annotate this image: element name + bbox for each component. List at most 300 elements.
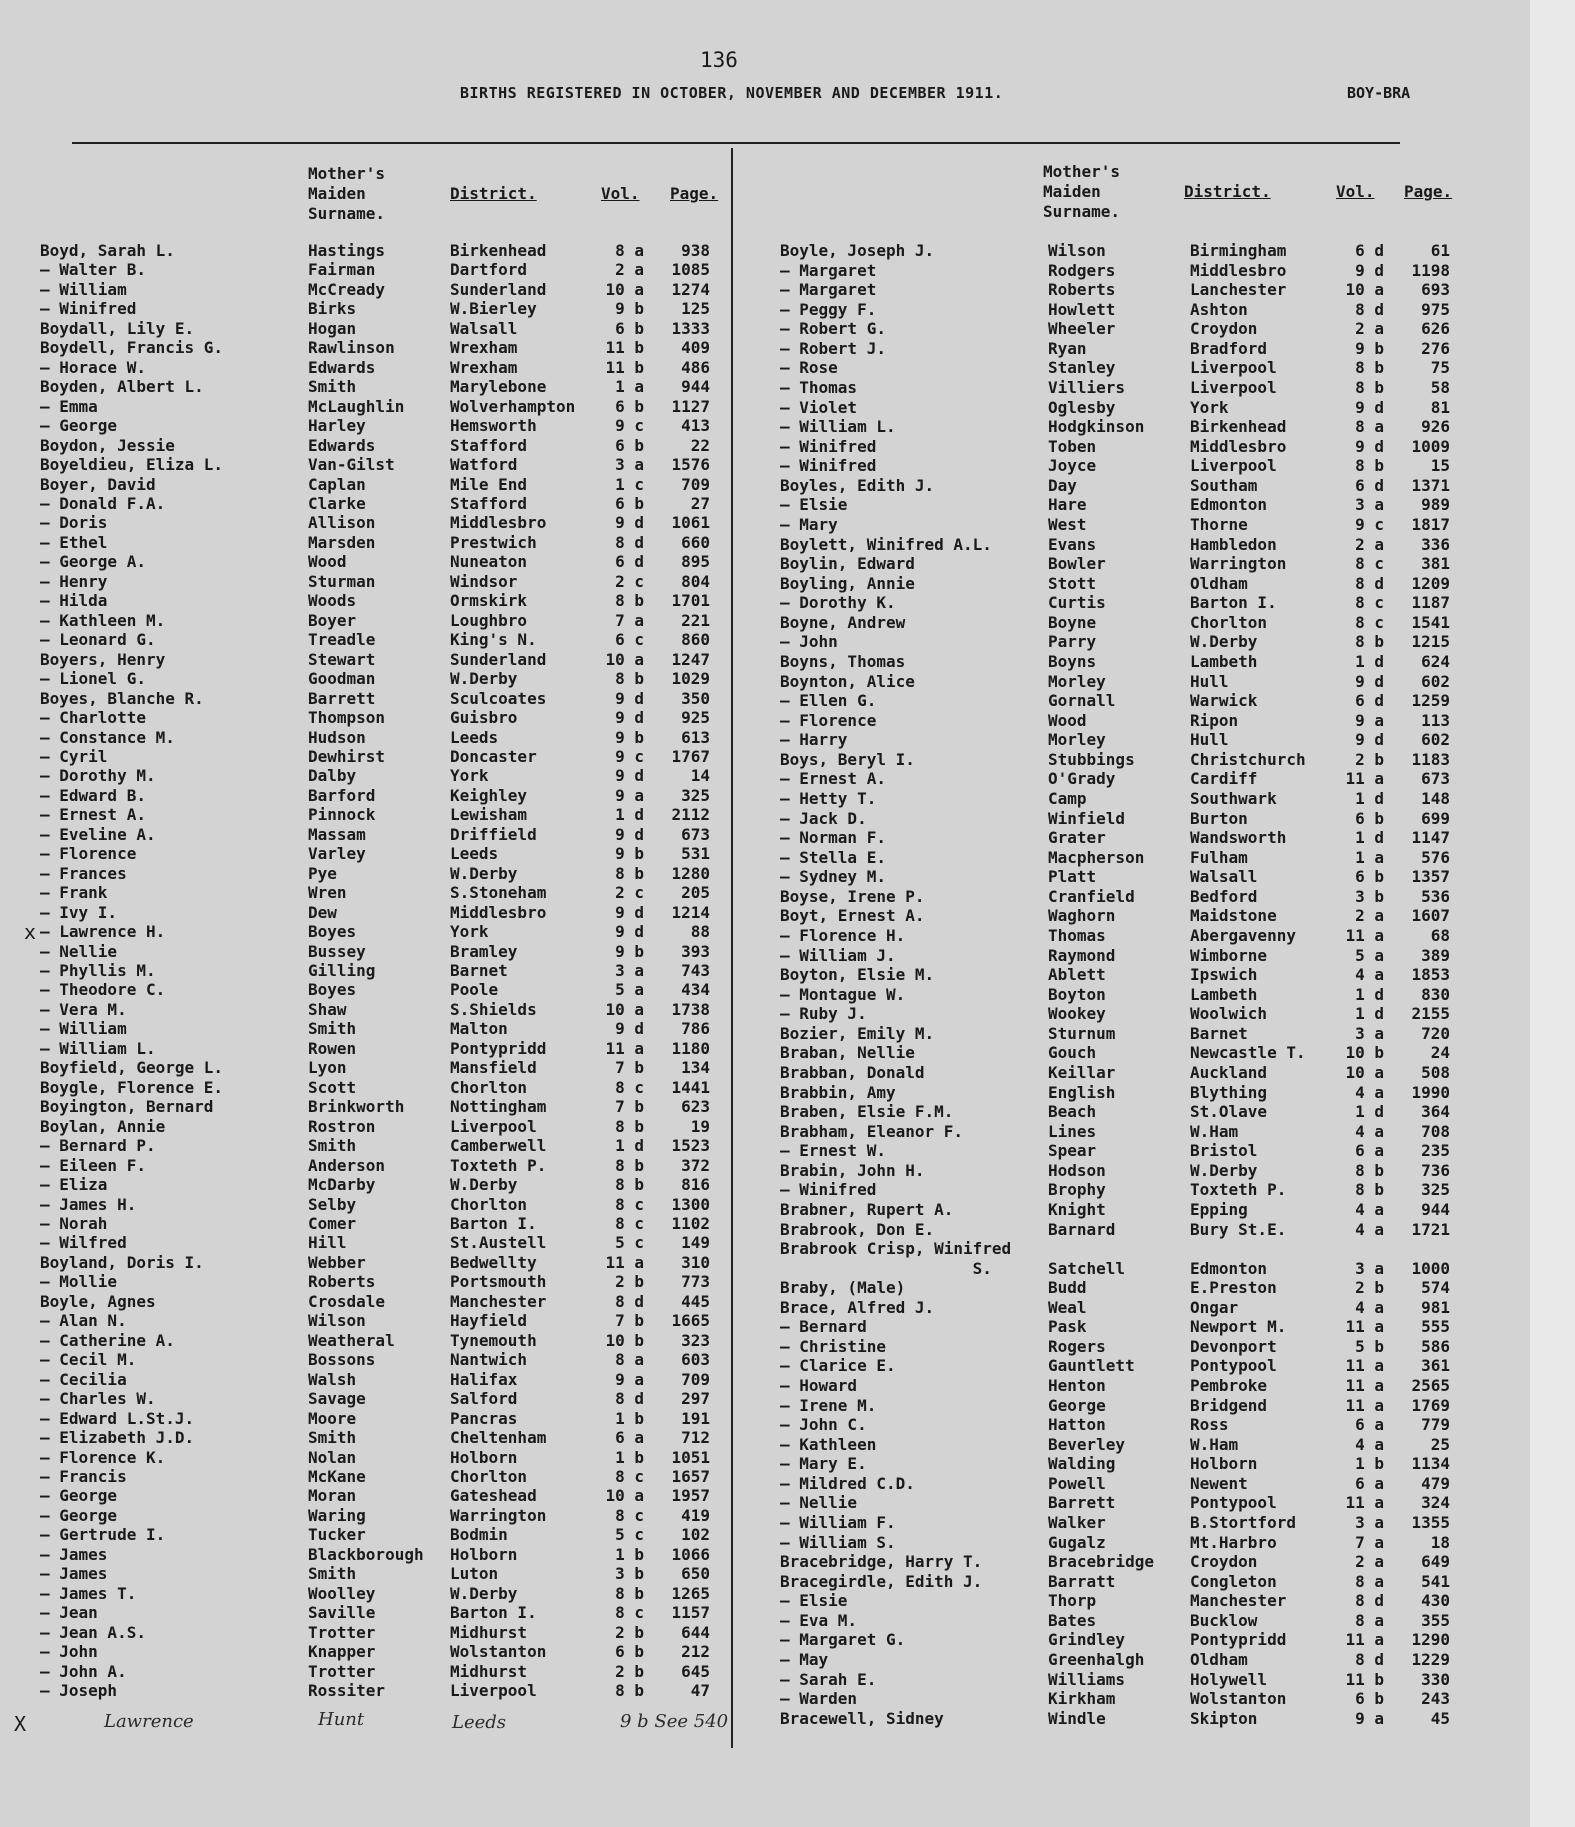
entry-maiden: Wheeler bbox=[1048, 319, 1116, 339]
entry-vol: 11 b bbox=[1345, 1669, 1384, 1689]
entry-district: Bedwellty bbox=[450, 1252, 537, 1272]
entry-name: — Mary bbox=[780, 514, 838, 534]
entry-maiden: Scott bbox=[308, 1077, 357, 1097]
entry-page: 860 bbox=[681, 630, 710, 650]
entry-page: 1957 bbox=[671, 1486, 710, 1506]
entry-district: St.Austell bbox=[450, 1233, 547, 1253]
entry-district: Woolwich bbox=[1190, 1004, 1268, 1024]
entry-district: Oldham bbox=[1190, 573, 1248, 593]
entry-name: — Margaret G. bbox=[780, 1630, 906, 1650]
entry-vol: 8 c bbox=[1355, 554, 1384, 574]
entry-maiden: Stewart bbox=[308, 649, 376, 669]
entry-page: 981 bbox=[1421, 1297, 1450, 1317]
entry-name: Boylett, Winifred A.L. bbox=[780, 534, 992, 554]
entry-district: Luton bbox=[450, 1564, 499, 1584]
entry-maiden: Morley bbox=[1048, 671, 1106, 691]
entry-district: Prestwich bbox=[450, 532, 537, 552]
entry-page: 88 bbox=[690, 922, 710, 942]
entry-vol: 6 b bbox=[615, 396, 644, 416]
entry-maiden: Toben bbox=[1048, 436, 1097, 456]
entry-vol: 8 b bbox=[615, 1116, 644, 1136]
entry-maiden: Hatton bbox=[1048, 1415, 1106, 1435]
entry-maiden: Marsden bbox=[308, 532, 376, 552]
entry-maiden: Wookey bbox=[1048, 1004, 1106, 1024]
entry-vol: 4 a bbox=[1355, 1121, 1384, 1141]
entry-vol: 9 a bbox=[1355, 1708, 1384, 1728]
entry-name: — Kathleen bbox=[780, 1434, 877, 1454]
entry-maiden: Wood bbox=[1048, 710, 1087, 730]
entry-district: Lambeth bbox=[1190, 984, 1258, 1004]
entry-maiden: Rostron bbox=[308, 1116, 376, 1136]
entry-page: 541 bbox=[1421, 1571, 1450, 1591]
page-title: BIRTHS REGISTERED IN OCTOBER, NOVEMBER AND DECEMBER 1911. bbox=[460, 84, 1004, 102]
entry-vol: 8 d bbox=[615, 1389, 644, 1409]
left-vol-header: Vol. bbox=[601, 184, 640, 203]
entry-maiden: Harley bbox=[308, 416, 366, 436]
entry-vol: 9 d bbox=[1355, 260, 1384, 280]
entry-district: Birkenhead bbox=[1190, 417, 1287, 437]
entry-maiden: Trotter bbox=[308, 1622, 376, 1642]
entry-name: — Eliza bbox=[40, 1175, 108, 1195]
entry-district: Pontypool bbox=[1190, 1356, 1277, 1376]
left-district-header: District. bbox=[450, 184, 537, 203]
entry-vol: 9 c bbox=[615, 416, 644, 436]
entry-vol: 3 a bbox=[615, 455, 644, 475]
entry-vol: 2 b bbox=[615, 1661, 644, 1681]
entry-name: Brabham, Eleanor F. bbox=[780, 1121, 964, 1141]
entry-page: 576 bbox=[1421, 847, 1450, 867]
entry-name: Boyse, Irene P. bbox=[780, 886, 925, 906]
entry-name: Boyles, Edith J. bbox=[780, 475, 935, 495]
entry-name: — Emma bbox=[40, 396, 98, 416]
entry-district: Warrington bbox=[1190, 554, 1287, 574]
entry-page: 586 bbox=[1421, 1336, 1450, 1356]
entry-district: Lewisham bbox=[450, 805, 528, 825]
entry-district: Lambeth bbox=[1190, 651, 1258, 671]
entry-vol: 2 c bbox=[615, 883, 644, 903]
entry-district: Doncaster bbox=[450, 746, 537, 766]
entry-vol: 3 a bbox=[1355, 1513, 1384, 1533]
entry-page: 673 bbox=[1421, 769, 1450, 789]
entry-name: — Doris bbox=[40, 513, 108, 533]
entry-district: Barton I. bbox=[1190, 593, 1277, 613]
entry-name: — Eileen F. bbox=[40, 1155, 146, 1175]
entry-maiden: Day bbox=[1048, 475, 1077, 495]
entry-district: Wimborne bbox=[1190, 945, 1268, 965]
entry-vol: 9 b bbox=[615, 299, 644, 319]
entry-district: Middlesbro bbox=[450, 902, 547, 922]
entry-name: — William L. bbox=[780, 417, 896, 437]
entry-name: — Catherine A. bbox=[40, 1330, 175, 1350]
entry-page: 673 bbox=[681, 824, 710, 844]
entry-name: Boyes, Blanche R. bbox=[40, 688, 204, 708]
entry-name: — Winifred bbox=[40, 299, 137, 319]
entry-district: Bradford bbox=[1190, 338, 1268, 358]
entry-page: 708 bbox=[1421, 1121, 1450, 1141]
entry-vol: 6 c bbox=[615, 630, 644, 650]
entry-district: Wandsworth bbox=[1190, 828, 1287, 848]
entry-vol: 4 a bbox=[1355, 965, 1384, 985]
entry-district: Manchester bbox=[450, 1291, 547, 1311]
entry-vol: 4 a bbox=[1355, 1082, 1384, 1102]
entry-vol: 1 d bbox=[1355, 828, 1384, 848]
entry-page: 1180 bbox=[671, 1038, 710, 1058]
entry-name: — William J. bbox=[780, 945, 896, 965]
entry-page: 1990 bbox=[1411, 1082, 1450, 1102]
entry-name: — Mollie bbox=[40, 1272, 118, 1292]
entry-district: W.Ham bbox=[1190, 1434, 1239, 1454]
entry-maiden: Brinkworth bbox=[308, 1097, 405, 1117]
entry-district: Stafford bbox=[450, 435, 528, 455]
entry-page: 350 bbox=[681, 688, 710, 708]
entry-page: 1000 bbox=[1411, 1258, 1450, 1278]
entry-vol: 8 b bbox=[1355, 377, 1384, 397]
entry-name: — Wilfred bbox=[40, 1233, 127, 1253]
entry-name: — Lawrence H. bbox=[40, 922, 166, 942]
entry-name: — Charles W. bbox=[40, 1389, 156, 1409]
entry-vol: 9 b bbox=[615, 727, 644, 747]
entry-district: Pontypool bbox=[1190, 1493, 1277, 1513]
entry-maiden: Gouch bbox=[1048, 1043, 1097, 1063]
entry-name: — Alan N. bbox=[40, 1311, 127, 1331]
entry-district: Loughbro bbox=[450, 610, 528, 630]
entry-name: — Edward L.St.J. bbox=[40, 1408, 195, 1428]
entry-vol: 8 c bbox=[1355, 593, 1384, 613]
entry-district: Bucklow bbox=[1190, 1610, 1258, 1630]
entry-district: Dartford bbox=[450, 260, 528, 280]
entry-name: — Elsie bbox=[780, 1591, 848, 1611]
entry-name: — Cecilia bbox=[40, 1369, 127, 1389]
entry-maiden: Edwards bbox=[308, 435, 376, 455]
entry-page: 1333 bbox=[671, 318, 710, 338]
entry-district: S.Shields bbox=[450, 999, 537, 1019]
entry-page: 325 bbox=[1421, 1180, 1450, 1200]
entry-vol: 5 b bbox=[1355, 1336, 1384, 1356]
entry-district: Tynemouth bbox=[450, 1330, 537, 1350]
entry-name: Boyers, Henry bbox=[40, 649, 166, 669]
entry-vol: 8 b bbox=[615, 863, 644, 883]
entry-vol: 8 b bbox=[615, 1583, 644, 1603]
entry-district: Ipswich bbox=[1190, 965, 1258, 985]
entry-page: 1127 bbox=[671, 396, 710, 416]
entry-district: W.Derby bbox=[450, 1583, 518, 1603]
entry-vol: 7 a bbox=[1355, 1532, 1384, 1552]
entry-page: 603 bbox=[681, 1350, 710, 1370]
entry-maiden: Saville bbox=[308, 1603, 376, 1623]
entry-name: Boyle, Joseph J. bbox=[780, 241, 935, 260]
entry-vol: 6 d bbox=[1355, 241, 1384, 260]
entry-maiden: Hill bbox=[308, 1233, 347, 1253]
entry-vol: 5 a bbox=[615, 980, 644, 1000]
entry-page: 613 bbox=[681, 727, 710, 747]
entry-vol: 8 c bbox=[615, 1194, 644, 1214]
entry-page: 1274 bbox=[671, 279, 710, 299]
entry-district: Hambledon bbox=[1190, 534, 1277, 554]
entry-page: 624 bbox=[1421, 651, 1450, 671]
entry-vol: 11 a bbox=[1345, 1395, 1384, 1415]
entry-name: — Robert J. bbox=[780, 338, 886, 358]
entry-name: — Margaret bbox=[780, 260, 877, 280]
entry-vol: 3 a bbox=[1355, 1258, 1384, 1278]
entry-district: Pancras bbox=[450, 1408, 518, 1428]
margin-mark-lawrence: X bbox=[14, 1712, 27, 1736]
entry-district: Toxteth P. bbox=[1190, 1180, 1287, 1200]
entry-page: 2112 bbox=[671, 805, 710, 825]
entry-vol: 7 a bbox=[615, 610, 644, 630]
entry-district: Halifax bbox=[450, 1369, 518, 1389]
entry-page: 486 bbox=[681, 357, 710, 377]
entry-name: Bracewell, Sidney bbox=[780, 1708, 944, 1728]
entry-name: — Edward B. bbox=[40, 785, 146, 805]
column-divider bbox=[731, 148, 733, 1748]
entry-page: 361 bbox=[1421, 1356, 1450, 1376]
entry-maiden: Roberts bbox=[308, 1272, 376, 1292]
entry-maiden: Bussey bbox=[308, 941, 366, 961]
entry-maiden: Trotter bbox=[308, 1661, 376, 1681]
entry-vol: 8 d bbox=[1355, 573, 1384, 593]
entry-vol: 6 a bbox=[1355, 1473, 1384, 1493]
entry-vol: 8 c bbox=[615, 1603, 644, 1623]
entry-vol: 8 c bbox=[615, 1466, 644, 1486]
entry-district: Guisbro bbox=[450, 708, 518, 728]
entry-maiden: McDarby bbox=[308, 1175, 376, 1195]
entry-maiden: Caplan bbox=[308, 474, 366, 494]
entry-name: Boyden, Albert L. bbox=[40, 377, 204, 397]
entry-district: Ripon bbox=[1190, 710, 1239, 730]
entry-maiden: Morley bbox=[1048, 730, 1106, 750]
entry-page: 212 bbox=[681, 1642, 710, 1662]
entry-district: W.Ham bbox=[1190, 1121, 1239, 1141]
entry-maiden: Lyon bbox=[308, 1058, 347, 1078]
entry-vol: 8 b bbox=[1355, 632, 1384, 652]
entry-vol: 11 b bbox=[605, 357, 644, 377]
entry-page: 61 bbox=[1430, 241, 1450, 260]
index-range: BOY-BRA bbox=[1347, 84, 1411, 102]
entry-page: 45 bbox=[1430, 1708, 1450, 1728]
entry-vol: 9 a bbox=[615, 1369, 644, 1389]
entry-district: Croydon bbox=[1190, 319, 1258, 339]
entry-maiden: Brophy bbox=[1048, 1180, 1106, 1200]
entry-vol: 9 c bbox=[1355, 514, 1384, 534]
entry-page: 409 bbox=[681, 338, 710, 358]
entry-page: 830 bbox=[1421, 984, 1450, 1004]
entry-page: 736 bbox=[1421, 1160, 1450, 1180]
entry-vol: 10 a bbox=[605, 1486, 644, 1506]
entry-district: Newport M. bbox=[1190, 1317, 1287, 1337]
entry-district: Southam bbox=[1190, 475, 1258, 495]
entry-page: 2155 bbox=[1411, 1004, 1450, 1024]
entry-name: — William bbox=[40, 1019, 127, 1039]
margin-mark-ivy: x bbox=[24, 920, 37, 944]
entry-page: 419 bbox=[681, 1505, 710, 1525]
entry-page: 786 bbox=[681, 1019, 710, 1039]
entry-district: York bbox=[450, 922, 489, 942]
entry-name: — Sydney M. bbox=[780, 867, 886, 887]
entry-name: — John bbox=[780, 632, 838, 652]
entry-vol: 9 d bbox=[615, 708, 644, 728]
entry-page: 709 bbox=[681, 1369, 710, 1389]
entry-page: 895 bbox=[681, 552, 710, 572]
entry-name: — Winifred bbox=[780, 436, 877, 456]
entry-district: Mt.Harbro bbox=[1190, 1532, 1277, 1552]
entry-page: 925 bbox=[681, 708, 710, 728]
entry-maiden: O'Grady bbox=[1048, 769, 1116, 789]
entry-page: 699 bbox=[1421, 808, 1450, 828]
entry-vol: 1 a bbox=[615, 377, 644, 397]
entry-vol: 8 b bbox=[615, 669, 644, 689]
entry-vol: 6 d bbox=[1355, 475, 1384, 495]
entry-name: — Dorothy K. bbox=[780, 593, 896, 613]
entry-page: 536 bbox=[1421, 886, 1450, 906]
entry-name: Brabrook Crisp, Winifred bbox=[780, 1239, 1012, 1259]
entry-maiden: Tucker bbox=[308, 1525, 366, 1545]
entry-name: Boygle, Florence E. bbox=[40, 1077, 224, 1097]
entry-district: Middlesbro bbox=[1190, 260, 1287, 280]
entry-vol: 1 b bbox=[615, 1447, 644, 1467]
entry-maiden: Wren bbox=[308, 883, 347, 903]
entry-name: — Theodore C. bbox=[40, 980, 166, 1000]
entry-name: — Elsie bbox=[780, 495, 848, 515]
entry-district: Windsor bbox=[450, 571, 518, 591]
entry-district: Barnet bbox=[1190, 1023, 1248, 1043]
entry-page: 944 bbox=[681, 377, 710, 397]
entry-vol: 8 c bbox=[615, 1077, 644, 1097]
entry-name: Boyeldieu, Eliza L. bbox=[40, 455, 224, 475]
entry-district: Stafford bbox=[450, 493, 528, 513]
entry-page: 15 bbox=[1430, 456, 1450, 476]
entry-page: 149 bbox=[681, 1233, 710, 1253]
entry-district: Bury St.E. bbox=[1190, 1219, 1287, 1239]
entry-maiden: Gilling bbox=[308, 961, 376, 981]
page-margin bbox=[1530, 0, 1575, 1827]
entry-name: Boyne, Andrew bbox=[780, 612, 906, 632]
entry-page: 816 bbox=[681, 1175, 710, 1195]
entry-page: 479 bbox=[1421, 1473, 1450, 1493]
entry-name: — Norah bbox=[40, 1214, 108, 1233]
entry-maiden: Ryan bbox=[1048, 338, 1087, 358]
entry-district: S.Stoneham bbox=[450, 883, 547, 903]
entry-vol: 10 b bbox=[1345, 1043, 1384, 1063]
entry-maiden: Macpherson bbox=[1048, 847, 1145, 867]
entry-vol: 5 c bbox=[615, 1233, 644, 1253]
entry-vol: 2 b bbox=[615, 1272, 644, 1292]
entry-vol: 3 a bbox=[1355, 1023, 1384, 1043]
entry-page: 148 bbox=[1421, 788, 1450, 808]
entry-maiden: Allison bbox=[308, 513, 376, 533]
entry-vol: 1 b bbox=[615, 1408, 644, 1428]
entry-vol: 11 a bbox=[605, 1252, 644, 1272]
entry-district: Holborn bbox=[1190, 1454, 1258, 1474]
entry-name: — Montague W. bbox=[780, 984, 906, 1004]
entry-maiden: Smith bbox=[308, 1019, 357, 1039]
entry-maiden: Smith bbox=[308, 1564, 357, 1584]
entry-district: Walsall bbox=[1190, 867, 1258, 887]
entry-page: 434 bbox=[681, 980, 710, 1000]
entry-vol: 1 d bbox=[1355, 1004, 1384, 1024]
entry-vol: 11 a bbox=[1345, 769, 1384, 789]
entry-maiden: Smith bbox=[308, 1136, 357, 1156]
entry-maiden: Dewhirst bbox=[308, 746, 386, 766]
entry-maiden: Bracebridge bbox=[1048, 1552, 1154, 1572]
entry-page: 574 bbox=[1421, 1278, 1450, 1298]
entry-page: 1209 bbox=[1411, 573, 1450, 593]
entry-vol: 11 a bbox=[1345, 1317, 1384, 1337]
entry-maiden: Weal bbox=[1048, 1297, 1087, 1317]
entry-vol: 8 d bbox=[615, 1291, 644, 1311]
entry-vol: 8 d bbox=[1355, 1650, 1384, 1670]
entry-maiden: Spear bbox=[1048, 1141, 1097, 1161]
entry-page: 125 bbox=[681, 299, 710, 319]
entry-district: Nottingham bbox=[450, 1097, 547, 1117]
entry-district: Pontypridd bbox=[450, 1038, 547, 1058]
entry-page: 779 bbox=[1421, 1415, 1450, 1435]
entry-maiden: Rogers bbox=[1048, 1336, 1106, 1356]
entry-maiden: Powell bbox=[1048, 1473, 1106, 1493]
entry-name: — Bernard bbox=[780, 1317, 867, 1337]
entry-page: 1721 bbox=[1411, 1219, 1450, 1239]
entry-page: 1853 bbox=[1411, 965, 1450, 985]
entry-page: 1441 bbox=[671, 1077, 710, 1097]
entry-name: — Ethel bbox=[40, 532, 108, 552]
entry-vol: 1 d bbox=[1355, 984, 1384, 1004]
entry-page: 1183 bbox=[1411, 749, 1450, 769]
entry-maiden: Anderson bbox=[308, 1155, 386, 1175]
entry-name: — Hilda bbox=[40, 591, 108, 611]
entry-name: — Ellen G. bbox=[780, 691, 877, 711]
entry-name: — Bernard P. bbox=[40, 1136, 156, 1156]
entry-name: Boyland, Doris I. bbox=[40, 1252, 204, 1272]
entry-maiden: Grater bbox=[1048, 828, 1106, 848]
entry-maiden: Dalby bbox=[308, 766, 357, 786]
entry-vol: 3 b bbox=[615, 1564, 644, 1584]
entry-district: W.Derby bbox=[450, 863, 518, 883]
entry-page: 2565 bbox=[1411, 1376, 1450, 1396]
entry-maiden: Thorp bbox=[1048, 1591, 1097, 1611]
entry-maiden: Edwards bbox=[308, 357, 376, 377]
entry-page: 1357 bbox=[1411, 867, 1450, 887]
entry-name: — Christine bbox=[780, 1336, 886, 1356]
entry-name: Boyt, Ernest A. bbox=[780, 906, 925, 926]
entry-page: 191 bbox=[681, 1408, 710, 1428]
entry-name: — George bbox=[40, 416, 118, 436]
entry-maiden: Walsh bbox=[308, 1369, 357, 1389]
entry-maiden: Comer bbox=[308, 1214, 357, 1233]
entry-district: Pembroke bbox=[1190, 1376, 1268, 1396]
entry-name: — Ernest W. bbox=[780, 1141, 886, 1161]
entry-name: — Margaret bbox=[780, 280, 877, 300]
entry-maiden: Weatheral bbox=[308, 1330, 395, 1350]
entry-name: — William F. bbox=[780, 1513, 896, 1533]
entry-page: 68 bbox=[1430, 925, 1450, 945]
entry-vol: 8 c bbox=[1355, 612, 1384, 632]
entry-maiden: Platt bbox=[1048, 867, 1097, 887]
entry-name: — May bbox=[780, 1650, 829, 1670]
entry-page: 623 bbox=[681, 1097, 710, 1117]
entry-name: Boyington, Bernard bbox=[40, 1097, 214, 1117]
entry-page: 205 bbox=[681, 883, 710, 903]
entry-district: Salford bbox=[450, 1389, 518, 1409]
entry-vol: 2 a bbox=[615, 260, 644, 280]
entry-page: 1134 bbox=[1411, 1454, 1450, 1474]
entry-district: York bbox=[1190, 397, 1229, 417]
entry-vol: 6 b bbox=[615, 493, 644, 513]
entry-district: Liverpool bbox=[450, 1681, 537, 1701]
entry-name: — Florence K. bbox=[40, 1447, 166, 1467]
entry-district: Hull bbox=[1190, 671, 1229, 691]
entry-page: 355 bbox=[1421, 1610, 1450, 1630]
entry-maiden: Bates bbox=[1048, 1610, 1097, 1630]
entry-page: 1665 bbox=[671, 1311, 710, 1331]
